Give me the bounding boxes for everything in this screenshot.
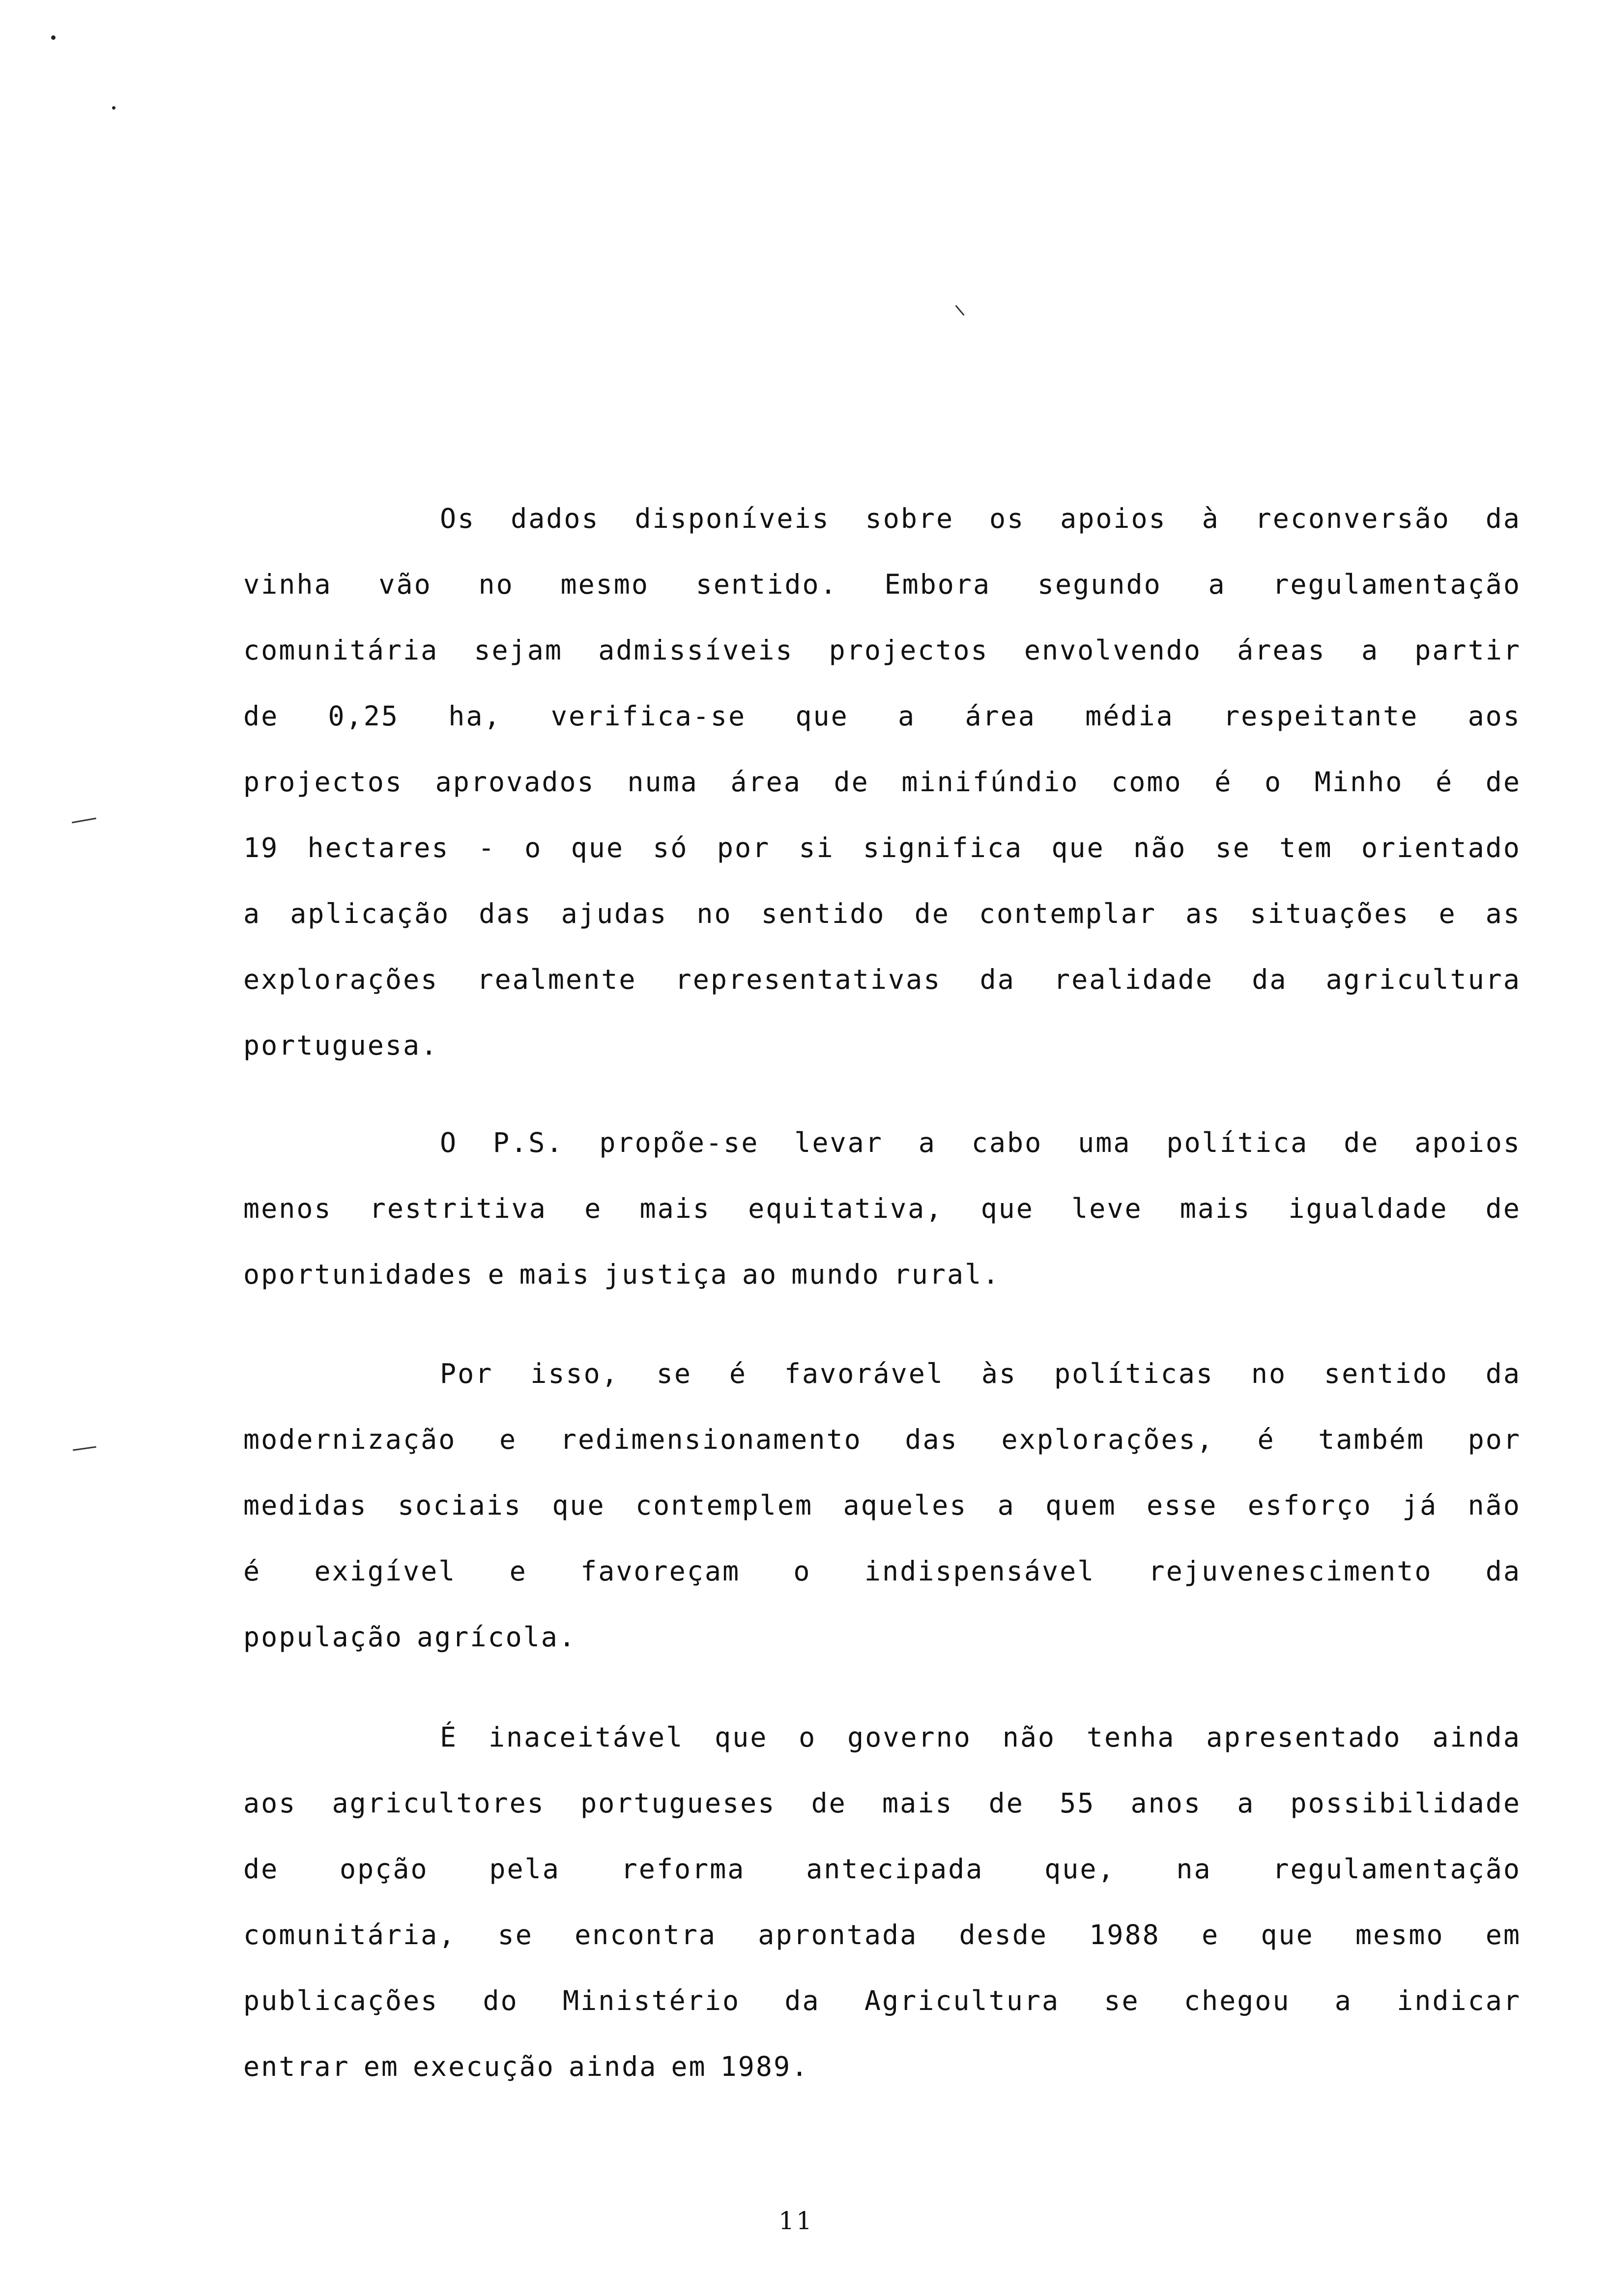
word: aqueles (843, 1490, 968, 1521)
scan-speck (112, 106, 115, 110)
word: isso, (530, 1358, 619, 1389)
word: inaceitável (488, 1722, 684, 1753)
word: às (981, 1358, 1017, 1389)
word: das (479, 898, 532, 929)
word: que (1051, 832, 1105, 863)
word: agrícola. (417, 1621, 577, 1653)
word: e (584, 1193, 603, 1224)
word: área (965, 700, 1036, 732)
text-line (243, 1176, 1521, 1241)
word: que, (1044, 1853, 1116, 1885)
word: Os (440, 503, 476, 534)
word: governo (847, 1722, 972, 1753)
word: a (918, 1127, 936, 1158)
word: Ministério (562, 1985, 741, 2016)
word: projectos (829, 634, 989, 666)
word: aprovados (435, 766, 595, 798)
word: contemplem (635, 1490, 813, 1521)
text-line (243, 1241, 1521, 1307)
word: de (243, 1853, 279, 1885)
word: no (478, 569, 514, 600)
word: explorações (243, 964, 439, 995)
word: Minho (1314, 766, 1404, 798)
word: hectares (307, 832, 450, 863)
word: sentido (1324, 1358, 1448, 1389)
word: é (1436, 766, 1454, 798)
word: portuguesa. (243, 1030, 439, 1061)
word: da (1485, 1555, 1521, 1587)
word: medidas (243, 1490, 368, 1521)
word: Agricultura (864, 1985, 1060, 2016)
word: mundo (791, 1259, 880, 1290)
word: políticas (1054, 1358, 1214, 1389)
word: reforma (621, 1853, 746, 1885)
word: da (1485, 503, 1521, 534)
word: de (1485, 766, 1521, 798)
word: uma (1078, 1127, 1131, 1158)
word: de (914, 898, 950, 929)
word: no (1251, 1358, 1287, 1389)
word: de (834, 766, 869, 798)
text-line (243, 947, 1521, 1012)
word: de (243, 700, 279, 732)
word: a (243, 898, 261, 929)
text-line (243, 486, 1521, 551)
text-line (243, 1770, 1521, 1836)
word: as (1485, 898, 1521, 929)
text-line (243, 1110, 1521, 1176)
word: e (509, 1555, 527, 1587)
word: explorações, (1001, 1424, 1214, 1455)
word: 1989. (720, 2051, 809, 2082)
word: tenha (1086, 1722, 1176, 1753)
word: mais (1180, 1193, 1251, 1224)
word: encontra (575, 1919, 717, 1951)
text-line (243, 1704, 1521, 1770)
word: as (1185, 898, 1221, 929)
word: é (1257, 1424, 1275, 1455)
word: é (729, 1358, 747, 1389)
word: esforço (1247, 1490, 1372, 1521)
word: também (1318, 1424, 1425, 1455)
word: ajudas (561, 898, 668, 929)
word: redimensionamento (560, 1424, 862, 1455)
word: tem (1279, 832, 1333, 863)
word: representativas (675, 964, 942, 995)
word: mesmo (1355, 1919, 1444, 1951)
word: É (440, 1722, 458, 1753)
word: na (1176, 1853, 1212, 1885)
word: em (671, 2051, 707, 2082)
word: e (488, 1259, 506, 1290)
word: que (552, 1490, 605, 1521)
word: de (1344, 1127, 1380, 1158)
word: ainda (1432, 1722, 1521, 1753)
word: restritiva (369, 1193, 547, 1224)
word: da (979, 964, 1015, 995)
word: opção (340, 1853, 429, 1885)
word: antecipada (806, 1853, 984, 1885)
word: que (715, 1722, 768, 1753)
margin-mark (72, 818, 96, 824)
margin-mark (73, 1446, 96, 1451)
word: em (1485, 1919, 1521, 1951)
word: igualdade (1288, 1193, 1448, 1224)
word: e (499, 1424, 518, 1455)
word: apoios (1060, 503, 1167, 534)
word: publicações (243, 1985, 439, 2016)
word: o (793, 1555, 811, 1587)
word: se (497, 1919, 533, 1951)
word: não (1133, 832, 1187, 863)
word: desde (959, 1919, 1048, 1951)
word: comunitária, (243, 1919, 457, 1951)
text-line (243, 1472, 1521, 1538)
word: indicar (1397, 1985, 1521, 2016)
word: levar (794, 1127, 883, 1158)
text-line (243, 815, 1521, 881)
word: aos (1468, 700, 1521, 732)
scan-speck (51, 35, 56, 40)
word: sobre (865, 503, 954, 534)
word: execução (412, 2051, 555, 2082)
paragraph-reforma-antecipada (243, 1704, 1521, 2099)
text-line (243, 551, 1521, 617)
word: vão (378, 569, 432, 600)
word: mais (882, 1787, 953, 1819)
word: que (571, 832, 624, 863)
word: cabo (971, 1127, 1043, 1158)
word: agricultores (332, 1787, 545, 1819)
word: já (1402, 1490, 1438, 1521)
word: Por (440, 1358, 493, 1389)
word: quem (1045, 1490, 1117, 1521)
word: envolvendo (1024, 634, 1202, 666)
word: - (478, 832, 496, 863)
word: do (483, 1985, 518, 2016)
word: Embora (884, 569, 991, 600)
word: por (717, 832, 771, 863)
word: no (696, 898, 732, 929)
word: só (653, 832, 689, 863)
word: entrar (243, 2051, 350, 2082)
word: portugueses (580, 1787, 776, 1819)
word: significa (863, 832, 1023, 863)
text-line (243, 1902, 1521, 1968)
word: e (1439, 898, 1457, 929)
word: ha, (448, 700, 502, 732)
text-line (243, 1406, 1521, 1472)
word: equitativa, (748, 1193, 944, 1224)
word: rejuvenescimento (1148, 1555, 1433, 1587)
word: anos (1130, 1787, 1202, 1819)
word: 0,25 (328, 700, 399, 732)
word: situações (1250, 898, 1410, 929)
word: de (1485, 1193, 1521, 1224)
word: minifúndio (901, 766, 1079, 798)
word: justiça (604, 1259, 728, 1290)
word: vinha (243, 569, 332, 600)
word: que (795, 700, 849, 732)
word: realmente (477, 964, 637, 995)
word: chegou (1183, 1985, 1291, 2016)
word: verifica-se (550, 700, 747, 732)
text-line (243, 683, 1521, 749)
word: contemplar (979, 898, 1157, 929)
word: esse (1146, 1490, 1218, 1521)
word: rural. (893, 1259, 1001, 1290)
word: indispensável (864, 1555, 1095, 1587)
word: 1988 (1089, 1919, 1160, 1951)
word: das (905, 1424, 958, 1455)
word: P.S. (493, 1127, 564, 1158)
word: exigível (314, 1555, 457, 1587)
text-line (243, 1012, 1521, 1078)
word: de (811, 1787, 847, 1819)
word: de (988, 1787, 1024, 1819)
word: propõe-se (599, 1127, 759, 1158)
word: numa (627, 766, 698, 798)
text-line (243, 1604, 1521, 1670)
word: favorável (784, 1358, 944, 1389)
word: sejam (474, 634, 563, 666)
word: se (1104, 1985, 1140, 2016)
word: a (1237, 1787, 1255, 1819)
word: disponíveis (634, 503, 830, 534)
word: o (524, 832, 543, 863)
word: aos (243, 1787, 297, 1819)
word: regulamentação (1272, 569, 1521, 600)
text-line (243, 1968, 1521, 2034)
text-line (243, 2034, 1521, 2099)
word: apoios (1414, 1127, 1521, 1158)
word: a (1361, 634, 1380, 666)
word: áreas (1237, 634, 1326, 666)
word: sociais (398, 1490, 522, 1521)
word: da (784, 1985, 820, 2016)
word: mais (639, 1193, 711, 1224)
word: se (1215, 832, 1251, 863)
word: dados (511, 503, 600, 534)
word: favoreçam (580, 1555, 741, 1587)
word: aprontada (758, 1919, 918, 1951)
word: à (1202, 503, 1220, 534)
text-line (243, 1836, 1521, 1902)
word: pela (489, 1853, 560, 1885)
text-line (243, 617, 1521, 683)
word: como (1111, 766, 1182, 798)
word: e (1201, 1919, 1220, 1951)
word: regulamentação (1272, 1853, 1521, 1885)
word: aplicação (290, 898, 450, 929)
paragraph-modernizacao (243, 1341, 1521, 1670)
word: oportunidades (243, 1259, 474, 1290)
word: projectos (243, 766, 403, 798)
margin-mark (955, 305, 964, 316)
word: a (1334, 1985, 1353, 2016)
word: reconversão (1255, 503, 1450, 534)
word: população (243, 1621, 403, 1653)
word: o (1265, 766, 1283, 798)
word: ainda (568, 2051, 658, 2082)
word: possibilidade (1290, 1787, 1521, 1819)
word: a (898, 700, 916, 732)
word: mesmo (560, 569, 650, 600)
word: ao (742, 1259, 778, 1290)
page-number: 11 (778, 2207, 814, 2235)
text-line (243, 881, 1521, 947)
word: 19 (243, 832, 279, 863)
text-line (243, 749, 1521, 815)
word: mais (519, 1259, 591, 1290)
word: média (1085, 700, 1174, 732)
word: modernização (243, 1424, 457, 1455)
word: política (1166, 1127, 1309, 1158)
word: por (1468, 1424, 1521, 1455)
word: respeitante (1223, 700, 1419, 732)
word: que (980, 1193, 1034, 1224)
word: é (1214, 766, 1233, 798)
word: se (656, 1358, 692, 1389)
word: si (799, 832, 835, 863)
paragraph-reconversao (243, 486, 1521, 1078)
word: leve (1071, 1193, 1143, 1224)
word: área (730, 766, 802, 798)
word: a (1208, 569, 1226, 600)
word: 55 (1060, 1787, 1095, 1819)
word: os (989, 503, 1025, 534)
word: apresentado (1206, 1722, 1402, 1753)
word: o (799, 1722, 817, 1753)
word: segundo (1037, 569, 1162, 600)
paragraph-ps-apoios (243, 1110, 1521, 1307)
word: em (363, 2051, 399, 2082)
word: não (1002, 1722, 1056, 1753)
word: sentido (761, 898, 886, 929)
word: partir (1414, 634, 1521, 666)
word: admissíveis (598, 634, 794, 666)
text-line (243, 1341, 1521, 1406)
word: que (1261, 1919, 1314, 1951)
word: da (1252, 964, 1288, 995)
word: não (1468, 1490, 1521, 1521)
word: orientado (1361, 832, 1521, 863)
word: agricultura (1325, 964, 1521, 995)
word: a (997, 1490, 1015, 1521)
word: sentido. (695, 569, 838, 600)
text-line (243, 1538, 1521, 1604)
word: comunitária (243, 634, 439, 666)
word: O (440, 1127, 458, 1158)
word: menos (243, 1193, 332, 1224)
word: realidade (1054, 964, 1214, 995)
word: da (1485, 1358, 1521, 1389)
word: é (243, 1555, 261, 1587)
